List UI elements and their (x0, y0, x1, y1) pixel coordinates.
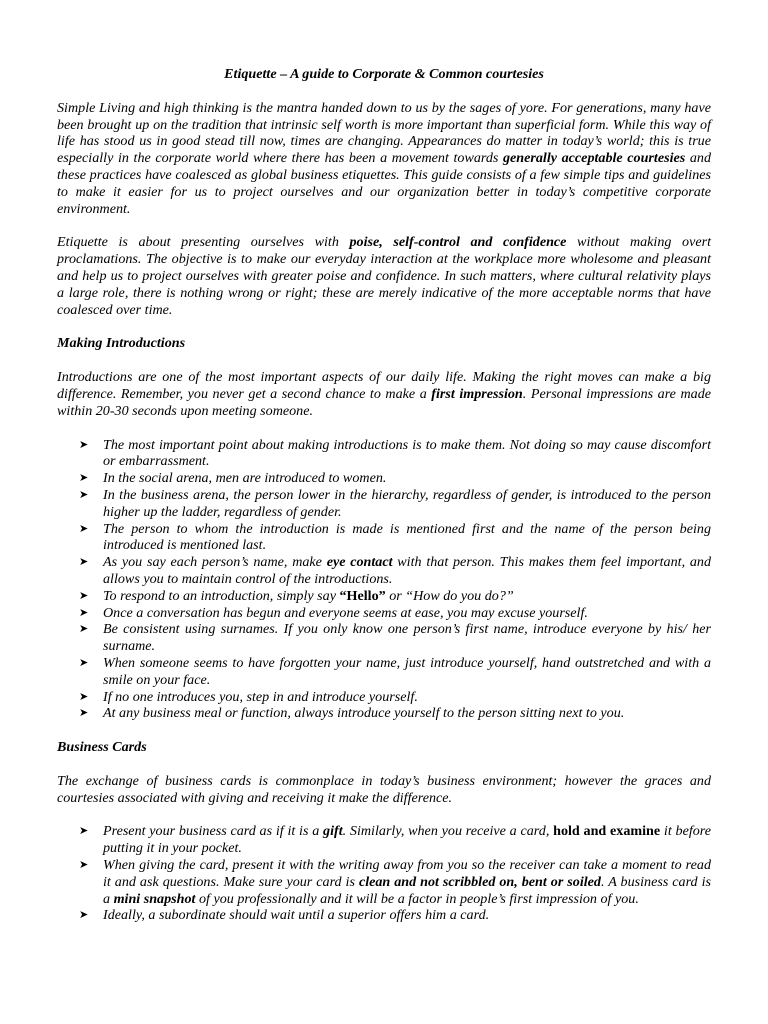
list-item: ➤ At any business meal or function, always introduce yourself to the person sitting next to you. (79, 705, 625, 722)
list-item: ➤ Be consistent using surnames. If you only know one person’s first name, introduce everyone by his/ her surname. (79, 621, 711, 655)
list-item: ➤ Once a conversation has begun and everyone seems at ease, you may excuse yourself. (79, 604, 588, 621)
list-item: ➤ The most important point about making introductions is to make them. Not doing so may cause discomfort or embarrassment. (79, 436, 711, 470)
list-item: ➤ When someone seems to have forgotten your name, just introduce yourself, hand outstretched and with a smile on your face. (79, 654, 711, 688)
arrowhead-bullet-icon: ➤ (79, 605, 89, 619)
arrowhead-bullet-icon: ➤ (79, 622, 89, 636)
arrowhead-bullet-icon: ➤ (79, 588, 89, 602)
list-item: ➤ The person to whom the introduction is made is mentioned first and the name of the person being introduced is mentioned last. (79, 520, 711, 554)
list-item: ➤ In the social arena, men are introduced to women. (79, 470, 387, 487)
list-item: ➤ If no one introduces you, step in and introduce yourself. (79, 688, 418, 705)
arrowhead-bullet-icon: ➤ (79, 437, 89, 451)
arrowhead-bullet-icon: ➤ (79, 471, 89, 485)
arrowhead-bullet-icon: ➤ (79, 706, 89, 720)
arrowhead-bullet-icon: ➤ (79, 824, 89, 838)
introductions-paragraph: Introductions are one of the most important aspects of our daily life. Making the right moves can make a big difference. Remember, you never get a second chance to make a first impression. Personal impressions are made within 20-30 seconds upon meeting someone. (57, 369, 711, 419)
list-item: ➤ When giving the card, present it with the writing away from you so the receiver can take a moment to read it and ask questions. Make sure your card is clean and not scribbled on, bent or soiled. A business card is a mini snapshot of you professionally and it will be a factor in people’s first impression of you. (79, 857, 711, 907)
arrowhead-bullet-icon: ➤ (79, 908, 89, 922)
arrowhead-bullet-icon: ➤ (79, 689, 89, 703)
section-heading-business-cards: Business Cards (57, 739, 147, 756)
section-heading-introductions: Making Introductions (57, 335, 186, 352)
arrowhead-bullet-icon: ➤ (79, 655, 89, 669)
introductions-bullet-list (57, 437, 711, 723)
document-page (57, 66, 711, 941)
arrowhead-bullet-icon: ➤ (79, 555, 89, 569)
arrowhead-bullet-icon: ➤ (79, 487, 89, 501)
arrowhead-bullet-icon: ➤ (79, 858, 89, 872)
document-title: Etiquette – A guide to Corporate & Common courtesies (224, 66, 544, 82)
business-cards-paragraph: The exchange of business cards is commonplace in today’s business environment; however the graces and courtesies associated with giving and receiving it make the difference. (57, 772, 711, 806)
list-item: ➤ Ideally, a subordinate should wait until a superior offers him a card. (79, 907, 490, 924)
list-item: ➤ In the business arena, the person lower in the hierarchy, regardless of gender, is introduced to the person higher up the ladder, regardless of gender. (79, 486, 711, 520)
intro-paragraph-1: Simple Living and high thinking is the mantra handed down to us by the sages of yore. For generations, many have been brought up on the tradition that intrinsic self worth is more important than superficial form. While this way of life has stood us in good stead till now, times are changing. Appearances do matter in today’s world; this is true especially in the corporate world where there has been a movement towards generally acceptable courtesies and these practices have coalesced as global business etiquettes. This guide consists of a few simple tips and guidelines to make it easier for us to project ourselves and our organization better in today’s competitive corporate environment. (57, 99, 711, 217)
list-item: ➤ Present your business card as if it is a gift. Similarly, when you receive a card, hold and examine it before putting it in your pocket. (79, 823, 711, 857)
business-cards-bullet-list (57, 823, 711, 924)
list-item: ➤ As you say each person’s name, make eye contact with that person. This makes them feel important, and allows you to maintain control of the introductions. (79, 554, 711, 587)
list-item: ➤ To respond to an introduction, simply say “Hello” or “How do you do?” (79, 587, 514, 604)
intro-paragraph-2: Etiquette is about presenting ourselves with poise, self-control and confidence without making overt proclamations. The objective is to make our everyday interaction at the workplace more wholesome and pleasant and help us to project ourselves with greater poise and confidence. In such matters, where cultural relativity plays a large role, there is nothing wrong or right; these are merely indicative of the more acceptable norms that have coalesced over time. (57, 234, 711, 318)
arrowhead-bullet-icon: ➤ (79, 521, 89, 535)
